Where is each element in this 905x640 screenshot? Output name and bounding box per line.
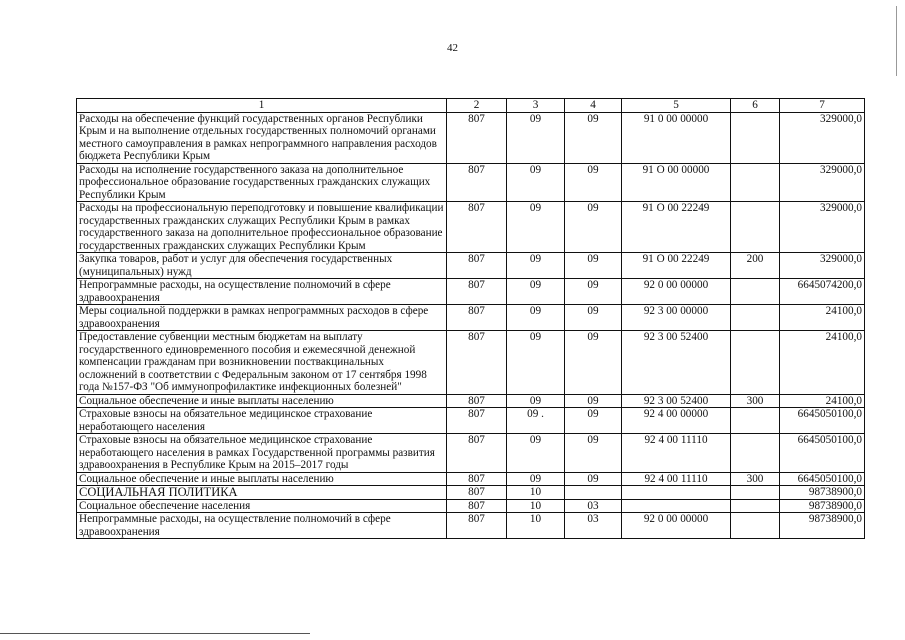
row-expense-type bbox=[731, 112, 780, 163]
header-col-1: 1 bbox=[77, 99, 447, 113]
row-ministry-code: 807 bbox=[447, 331, 507, 395]
row-description: Меры социальной поддержки в рамках непрограммных расходов в сфере здравоохранения bbox=[77, 305, 447, 331]
row-expense-type bbox=[731, 279, 780, 305]
row-description: Социальное обеспечение населения bbox=[77, 499, 447, 513]
table-row bbox=[77, 163, 865, 202]
row-ministry-code: 807 bbox=[447, 434, 507, 473]
row-section-code: 09 bbox=[507, 331, 565, 395]
row-subsection-code: 09 bbox=[565, 472, 622, 486]
row-target-code: 92 0 00 00000 bbox=[622, 279, 731, 305]
table-row bbox=[77, 513, 865, 539]
row-amount: 24100,0 bbox=[780, 305, 865, 331]
row-subsection-code: 09 bbox=[565, 112, 622, 163]
row-target-code: 92 4 00 11110 bbox=[622, 472, 731, 486]
row-expense-type: 300 bbox=[731, 394, 780, 408]
table-row bbox=[77, 279, 865, 305]
row-subsection-code: 09 bbox=[565, 202, 622, 253]
row-description: Социальное обеспечение и иные выплаты населению bbox=[77, 394, 447, 408]
row-section-code: 09 bbox=[507, 305, 565, 331]
row-description: Предоставление субвенции местным бюджетам на выплату государственного единовременного пособия и ежемесячной денежной компенсации гражданам при возникновении поствакцинальных осложнений в соответствии с Федеральным законом от 17 сентября 1998 года №157-ФЗ "Об иммунопрофилактике инфекционных болезней" bbox=[77, 331, 447, 395]
row-ministry-code: 807 bbox=[447, 112, 507, 163]
row-amount: 329000,0 bbox=[780, 163, 865, 202]
row-expense-type bbox=[731, 202, 780, 253]
row-target-code: 92 3 00 00000 bbox=[622, 305, 731, 331]
row-amount: 98738900,0 bbox=[780, 513, 865, 539]
row-ministry-code: 807 bbox=[447, 202, 507, 253]
row-amount: 6645050100,0 bbox=[780, 472, 865, 486]
row-amount: 329000,0 bbox=[780, 253, 865, 279]
page-number: 42 bbox=[447, 42, 458, 54]
row-amount: 98738900,0 bbox=[780, 486, 865, 500]
row-target-code: 92 4 00 11110 bbox=[622, 434, 731, 473]
row-amount: 329000,0 bbox=[780, 202, 865, 253]
row-description: Закупка товаров, работ и услуг для обеспечения государственных (муниципальных) нужд bbox=[77, 253, 447, 279]
row-description: Непрограммные расходы, на осуществление полномочий в сфере здравоохранения bbox=[77, 513, 447, 539]
row-target-code: 91 О 00 22249 bbox=[622, 202, 731, 253]
row-expense-type bbox=[731, 513, 780, 539]
row-target-code: 92 3 00 52400 bbox=[622, 394, 731, 408]
row-section-code: 09 bbox=[507, 112, 565, 163]
header-col-7: 7 bbox=[780, 99, 865, 113]
row-subsection-code: 09 bbox=[565, 305, 622, 331]
row-description: Расходы на обеспечение функций государственных органов Республики Крым и на выполнение отдельных государственных полномочий органами местного самоуправления в рамках непрограммного направления расходов бюджета Республики Крым bbox=[77, 112, 447, 163]
row-amount: 6645050100,0 bbox=[780, 408, 865, 434]
row-amount: 6645050100,0 bbox=[780, 434, 865, 473]
row-section-code: 09 bbox=[507, 472, 565, 486]
scan-edge-line bbox=[896, 6, 897, 76]
row-subsection-code: 09 bbox=[565, 253, 622, 279]
row-subsection-code bbox=[565, 486, 622, 500]
footnote-divider bbox=[0, 633, 310, 634]
row-ministry-code: 807 bbox=[447, 394, 507, 408]
row-section-code: 09 bbox=[507, 279, 565, 305]
header-col-3: 3 bbox=[507, 99, 565, 113]
row-expense-type bbox=[731, 434, 780, 473]
row-section-code: 09 bbox=[507, 253, 565, 279]
row-amount: 24100,0 bbox=[780, 394, 865, 408]
table-row bbox=[77, 202, 865, 253]
row-expense-type bbox=[731, 163, 780, 202]
table-row bbox=[77, 499, 865, 513]
row-subsection-code: 09 bbox=[565, 394, 622, 408]
header-col-2: 2 bbox=[447, 99, 507, 113]
row-section-code: 09 bbox=[507, 394, 565, 408]
row-description: Расходы на исполнение государственного заказа на дополнительное профессиональное образование государственных гражданских служащих Республики Крым bbox=[77, 163, 447, 202]
table-row bbox=[77, 253, 865, 279]
row-expense-type: 300 bbox=[731, 472, 780, 486]
row-section-code: 10 bbox=[507, 513, 565, 539]
table-row bbox=[77, 472, 865, 486]
row-description: Непрограммные расходы, на осуществление полномочий в сфере здравоохранения bbox=[77, 279, 447, 305]
row-description: Страховые взносы на обязательное медицинское страхование неработающего населения bbox=[77, 408, 447, 434]
row-amount: 98738900,0 bbox=[780, 499, 865, 513]
row-section-code: 09 bbox=[507, 163, 565, 202]
row-subsection-code: 09 bbox=[565, 331, 622, 395]
row-target-code bbox=[622, 499, 731, 513]
table-row bbox=[77, 305, 865, 331]
row-amount: 24100,0 bbox=[780, 331, 865, 395]
row-subsection-code: 09 bbox=[565, 408, 622, 434]
row-target-code: 91 0 00 00000 bbox=[622, 112, 731, 163]
budget-table bbox=[76, 98, 865, 539]
row-ministry-code: 807 bbox=[447, 513, 507, 539]
row-description: Страховые взносы на обязательное медицинское страхование неработающего населения в рамках Государственной программы развития здравоохранения в Республике Крым на 2015–2017 годы bbox=[77, 434, 447, 473]
table-row bbox=[77, 331, 865, 395]
table-row bbox=[77, 408, 865, 434]
row-expense-type bbox=[731, 499, 780, 513]
table-row bbox=[77, 112, 865, 163]
row-amount: 6645074200,0 bbox=[780, 279, 865, 305]
row-ministry-code: 807 bbox=[447, 486, 507, 500]
row-subsection-code: 09 bbox=[565, 434, 622, 473]
row-target-code: 92 3 00 52400 bbox=[622, 331, 731, 395]
row-target-code: 91 О 00 00000 bbox=[622, 163, 731, 202]
row-expense-type bbox=[731, 331, 780, 395]
header-col-4: 4 bbox=[565, 99, 622, 113]
table-row bbox=[77, 394, 865, 408]
row-expense-type: 200 bbox=[731, 253, 780, 279]
row-section-code: 10 bbox=[507, 499, 565, 513]
row-ministry-code: 807 bbox=[447, 305, 507, 331]
row-description: Расходы на профессиональную переподготовку и повышение квалификации государственных гражданских служащих Республики Крым в рамках государственного заказа на дополнительное профессиональное образование государственных гражданских служащих Республики Крым bbox=[77, 202, 447, 253]
row-expense-type bbox=[731, 408, 780, 434]
row-target-code: 91 О 00 22249 bbox=[622, 253, 731, 279]
row-section-code: 09 bbox=[507, 202, 565, 253]
row-ministry-code: 807 bbox=[447, 253, 507, 279]
header-col-5: 5 bbox=[622, 99, 731, 113]
section-row bbox=[77, 486, 865, 500]
row-expense-type bbox=[731, 305, 780, 331]
table-row bbox=[77, 434, 865, 473]
row-target-code: 92 4 00 00000 bbox=[622, 408, 731, 434]
row-subsection-code: 03 bbox=[565, 513, 622, 539]
table-body bbox=[77, 112, 865, 539]
row-section-code: 09 . bbox=[507, 408, 565, 434]
row-amount: 329000,0 bbox=[780, 112, 865, 163]
row-section-code: 09 bbox=[507, 434, 565, 473]
row-expense-type bbox=[731, 486, 780, 500]
row-subsection-code: 09 bbox=[565, 163, 622, 202]
header-col-6: 6 bbox=[731, 99, 780, 113]
row-subsection-code: 03 bbox=[565, 499, 622, 513]
row-target-code: 92 0 00 00000 bbox=[622, 513, 731, 539]
row-target-code bbox=[622, 486, 731, 500]
row-ministry-code: 807 bbox=[447, 279, 507, 305]
row-description: СОЦИАЛЬНАЯ ПОЛИТИКА bbox=[77, 486, 447, 500]
row-section-code: 10 bbox=[507, 486, 565, 500]
row-description: Социальное обеспечение и иные выплаты населению bbox=[77, 472, 447, 486]
row-ministry-code: 807 bbox=[447, 472, 507, 486]
header-row bbox=[77, 99, 865, 113]
row-ministry-code: 807 bbox=[447, 499, 507, 513]
row-ministry-code: 807 bbox=[447, 408, 507, 434]
row-subsection-code: 09 bbox=[565, 279, 622, 305]
row-ministry-code: 807 bbox=[447, 163, 507, 202]
